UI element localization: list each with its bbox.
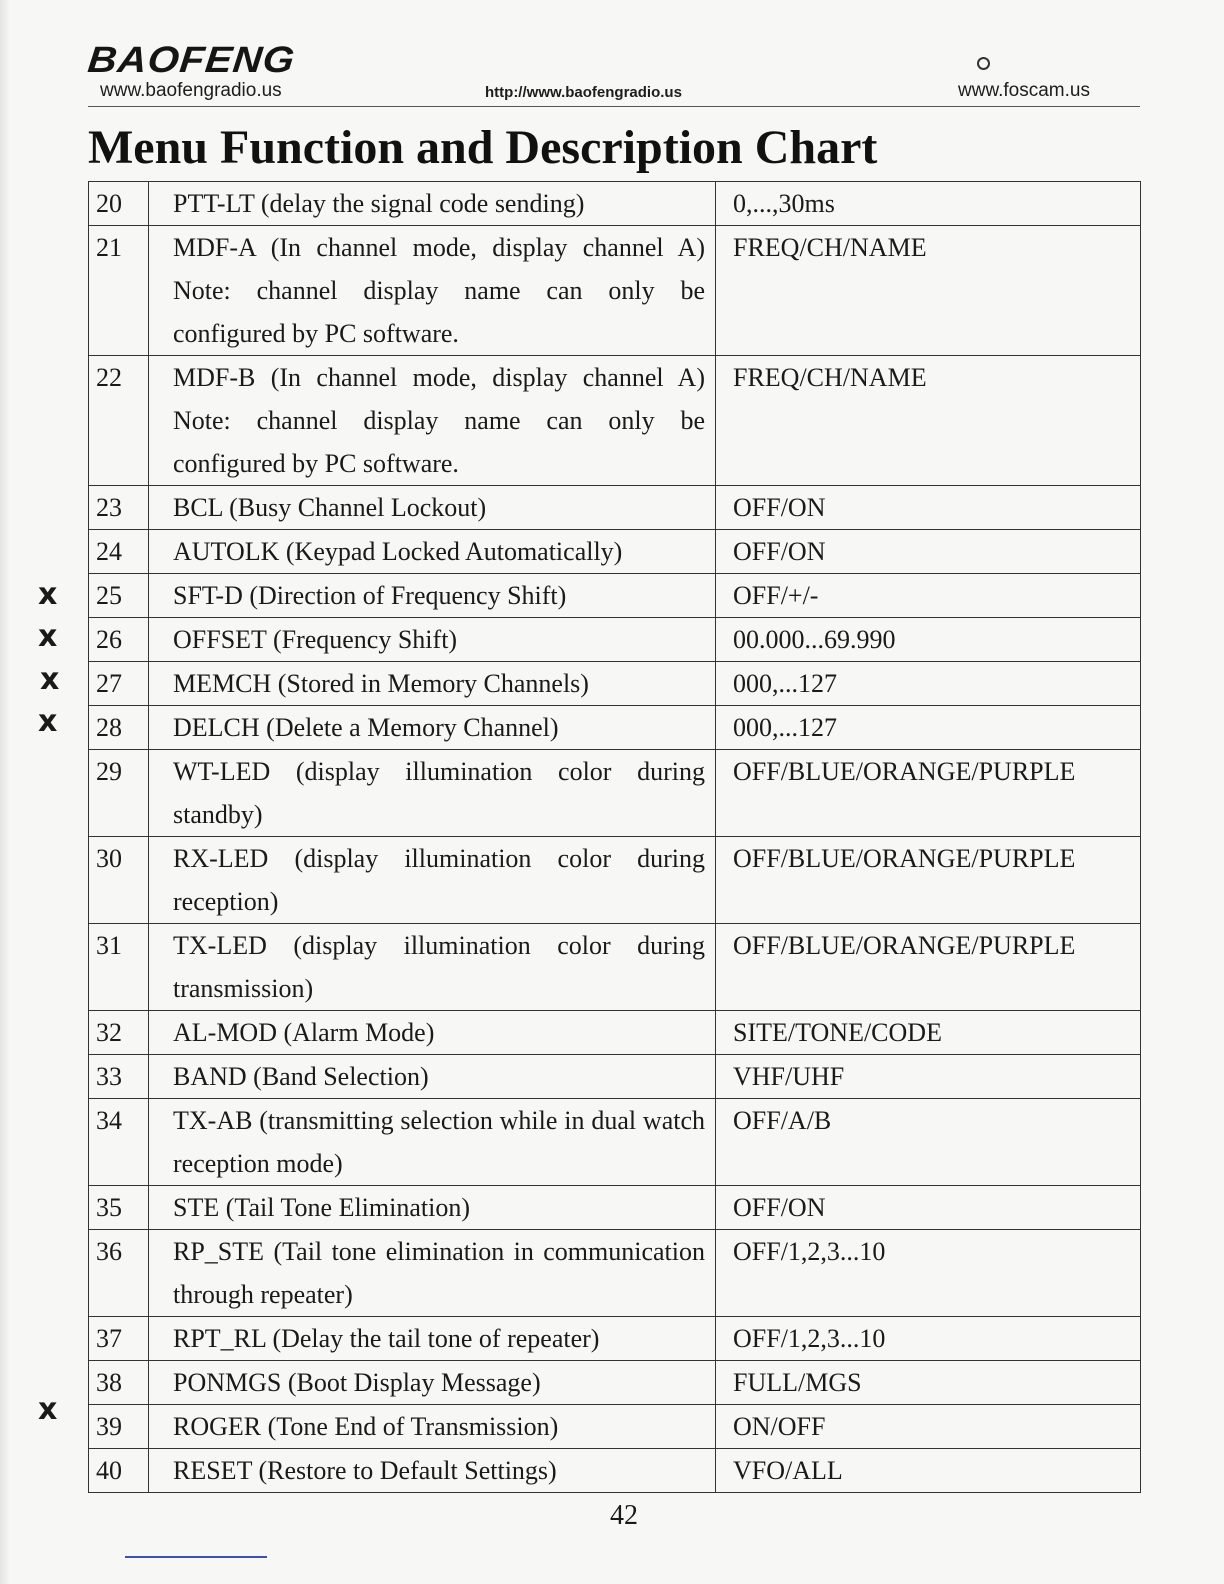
row-number: 27: [89, 662, 149, 706]
row-function: SFT-D (Direction of Frequency Shift): [149, 574, 716, 618]
row-function: RPT_RL (Delay the tail tone of repeater): [149, 1317, 716, 1361]
row-function: TX-LED (display illumination color during transmission): [149, 924, 716, 1011]
row-value: SITE/TONE/CODE: [716, 1011, 1141, 1055]
table-row: [89, 1449, 1141, 1493]
row-value: 000,...127: [716, 662, 1141, 706]
row-function: BCL (Busy Channel Lockout): [149, 486, 716, 530]
row-number: 37: [89, 1317, 149, 1361]
row-function: TX-AB (transmitting selection while in dual watch reception mode): [149, 1099, 716, 1186]
table-row: [89, 662, 1141, 706]
menu-function-table: [88, 181, 1141, 1493]
table-row: [89, 618, 1141, 662]
table-row: [89, 837, 1141, 924]
row-number: 38: [89, 1361, 149, 1405]
row-function: ROGER (Tone End of Transmission): [149, 1405, 716, 1449]
x-mark-icon: x: [38, 577, 58, 612]
row-value: OFF/BLUE/ORANGE/PURPLE: [716, 924, 1141, 1011]
row-function: AUTOLK (Keypad Locked Automatically): [149, 530, 716, 574]
site-center: http://www.baofengradio.us: [485, 84, 682, 101]
row-value: FULL/MGS: [716, 1361, 1141, 1405]
row-function: AL-MOD (Alarm Mode): [149, 1011, 716, 1055]
row-value: OFF/ON: [716, 486, 1141, 530]
table-row: [89, 530, 1141, 574]
row-value: OFF/1,2,3...10: [716, 1317, 1141, 1361]
table-row: [89, 182, 1141, 226]
row-number: 33: [89, 1055, 149, 1099]
table-row: [89, 1186, 1141, 1230]
row-number: 35: [89, 1186, 149, 1230]
row-number: 30: [89, 837, 149, 924]
site-right: www.foscam.us: [958, 80, 1090, 101]
table-row: [89, 486, 1141, 530]
row-number: 36: [89, 1230, 149, 1317]
table-row: [89, 1405, 1141, 1449]
table-row: [89, 750, 1141, 837]
brand-logo: BAOFENG: [85, 39, 298, 81]
row-number: 39: [89, 1405, 149, 1449]
row-number: 25: [89, 574, 149, 618]
row-number: 21: [89, 226, 149, 356]
row-function: STE (Tail Tone Elimination): [149, 1186, 716, 1230]
row-value: 000,...127: [716, 706, 1141, 750]
blue-underline: [125, 1556, 267, 1558]
row-value: OFF/A/B: [716, 1099, 1141, 1186]
x-mark-icon: x: [38, 704, 58, 739]
row-value: OFF/ON: [716, 1186, 1141, 1230]
table-row: [89, 706, 1141, 750]
table-row: [89, 226, 1141, 356]
row-value: ON/OFF: [716, 1405, 1141, 1449]
table-row: [89, 356, 1141, 486]
table-row: [89, 1317, 1141, 1361]
row-value: 0,...,30ms: [716, 182, 1141, 226]
row-number: 26: [89, 618, 149, 662]
table-row: [89, 1230, 1141, 1317]
header-rule: [88, 106, 1140, 107]
row-function: PONMGS (Boot Display Message): [149, 1361, 716, 1405]
row-function: MDF-A (In channel mode, display channel A) Note: channel display name can only be configured by PC software.: [149, 226, 716, 356]
table-row: [89, 574, 1141, 618]
table-row: [89, 924, 1141, 1011]
row-number: 20: [89, 182, 149, 226]
table-row: [89, 1055, 1141, 1099]
scan-shadow: [0, 0, 10, 1584]
row-function: MEMCH (Stored in Memory Channels): [149, 662, 716, 706]
site-left: www.baofengradio.us: [100, 80, 282, 101]
table-row: [89, 1099, 1141, 1186]
table-row: [89, 1361, 1141, 1405]
row-value: FREQ/CH/NAME: [716, 226, 1141, 356]
table-row: [89, 1011, 1141, 1055]
row-value: VFO/ALL: [716, 1449, 1141, 1493]
row-function: RESET (Restore to Default Settings): [149, 1449, 716, 1493]
row-value: OFF/+/-: [716, 574, 1141, 618]
row-function: RX-LED (display illumination color during reception): [149, 837, 716, 924]
row-value: 00.000...69.990: [716, 618, 1141, 662]
circle-icon: [977, 57, 990, 70]
row-function: DELCH (Delete a Memory Channel): [149, 706, 716, 750]
row-value: OFF/1,2,3...10: [716, 1230, 1141, 1317]
row-function: PTT-LT (delay the signal code sending): [149, 182, 716, 226]
row-function: WT-LED (display illumination color during standby): [149, 750, 716, 837]
row-function: MDF-B (In channel mode, display channel A) Note: channel display name can only be configured by PC software.: [149, 356, 716, 486]
row-number: 32: [89, 1011, 149, 1055]
page-title: Menu Function and Description Chart: [88, 121, 878, 174]
row-number: 31: [89, 924, 149, 1011]
row-value: OFF/BLUE/ORANGE/PURPLE: [716, 837, 1141, 924]
x-mark-icon: x: [38, 1392, 58, 1427]
row-value: FREQ/CH/NAME: [716, 356, 1141, 486]
row-value: VHF/UHF: [716, 1055, 1141, 1099]
row-number: 22: [89, 356, 149, 486]
row-number: 29: [89, 750, 149, 837]
row-number: 34: [89, 1099, 149, 1186]
row-function: BAND (Band Selection): [149, 1055, 716, 1099]
row-function: OFFSET (Frequency Shift): [149, 618, 716, 662]
row-number: 24: [89, 530, 149, 574]
row-value: OFF/BLUE/ORANGE/PURPLE: [716, 750, 1141, 837]
x-mark-icon: x: [40, 662, 60, 697]
row-function: RP_STE (Tail tone elimination in communication through repeater): [149, 1230, 716, 1317]
row-number: 28: [89, 706, 149, 750]
x-mark-icon: x: [38, 619, 58, 654]
row-value: OFF/ON: [716, 530, 1141, 574]
page-number: 42: [610, 1500, 638, 1531]
row-number: 23: [89, 486, 149, 530]
row-number: 40: [89, 1449, 149, 1493]
